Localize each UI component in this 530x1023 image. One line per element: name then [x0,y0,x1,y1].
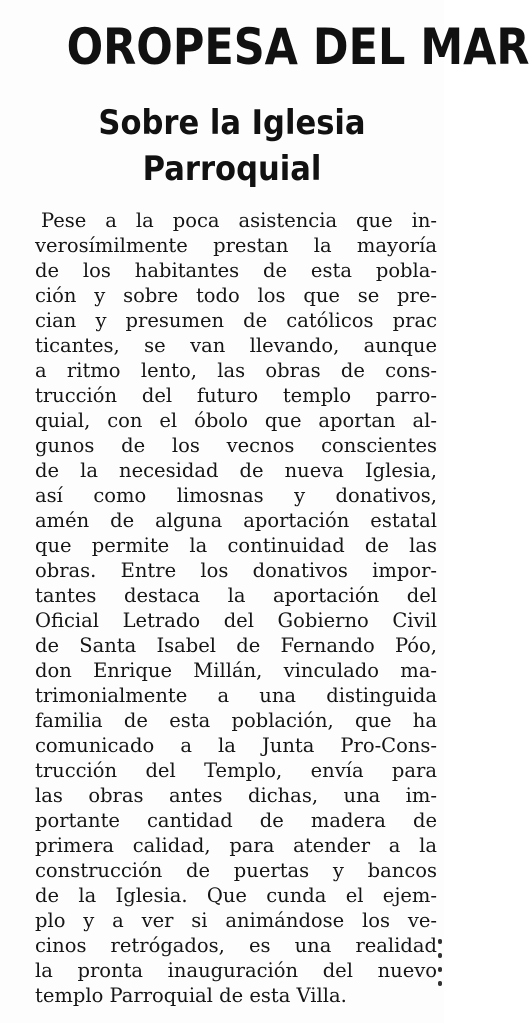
adjacent-column-edge [438,930,444,1020]
print-mark [438,953,442,958]
body-line: la pronta inauguración del nuevo [35,959,437,982]
body-line: tantes destaca la aportación del [35,584,437,607]
body-line: trucción del futuro templo parro- [35,384,437,407]
body-line: trucción del Templo, envía para [35,759,437,782]
body-line: de los habitantes de esta pobla- [35,259,437,282]
body-line: familia de esta población, que ha [35,709,437,732]
headline: OROPESA DEL MAR [66,18,530,76]
body-line: plo y a ver si animándose los ve- [35,909,437,932]
body-line: así como limosnas y donativos, [35,484,437,507]
article-body [35,208,437,1008]
body-line: ción y sobre todo los que se pre- [35,284,437,307]
body-line: portante cantidad de madera de [35,809,437,832]
body-line: cian y presumen de católicos prac [35,309,437,332]
print-mark [438,981,442,986]
body-line: ticantes, se van llevando, aunque [35,334,437,357]
body-line: verosímilmente prestan la mayoría [35,234,437,257]
body-line: de la Iglesia. Que cunda el ejem- [35,884,437,907]
body-line: obras. Entre los donativos impor- [35,559,437,582]
body-line: Oficial Letrado del Gobierno Civil [35,609,437,632]
body-line: amén de alguna aportación estatal [35,509,437,532]
body-line: comunicado a la Junta Pro-Cons- [35,734,437,757]
body-line: gunos de los vecnos conscientes [35,434,437,457]
body-line: que permite la continuidad de las [35,534,437,557]
body-line: de Santa Isabel de Fernando Póo, [35,634,437,657]
body-line: Pese a la poca asistencia que in- [41,209,437,232]
body-line: templo Parroquial de esta Villa. [35,984,347,1007]
print-mark [438,939,442,944]
subheadline [77,100,387,192]
body-line: trimonialmente a una distinguida [35,684,437,707]
body-line: primera calidad, para atender a la [35,834,437,857]
subheadline-line: Parroquial [142,149,322,189]
body-line: construcción de puertas y bancos [35,859,437,882]
body-line: quial, con el óbolo que aportan al- [35,409,437,432]
body-line: don Enrique Millán, vinculado ma- [35,659,437,682]
print-mark [438,967,442,972]
body-line: de la necesidad de nueva Iglesia, [35,459,437,482]
body-line: cinos retrógados, es una realidad [35,934,437,957]
body-line: las obras antes dichas, una im- [35,784,437,807]
body-line: a ritmo lento, las obras de cons- [35,359,437,382]
subheadline-line: Sobre la Iglesia [98,103,366,143]
